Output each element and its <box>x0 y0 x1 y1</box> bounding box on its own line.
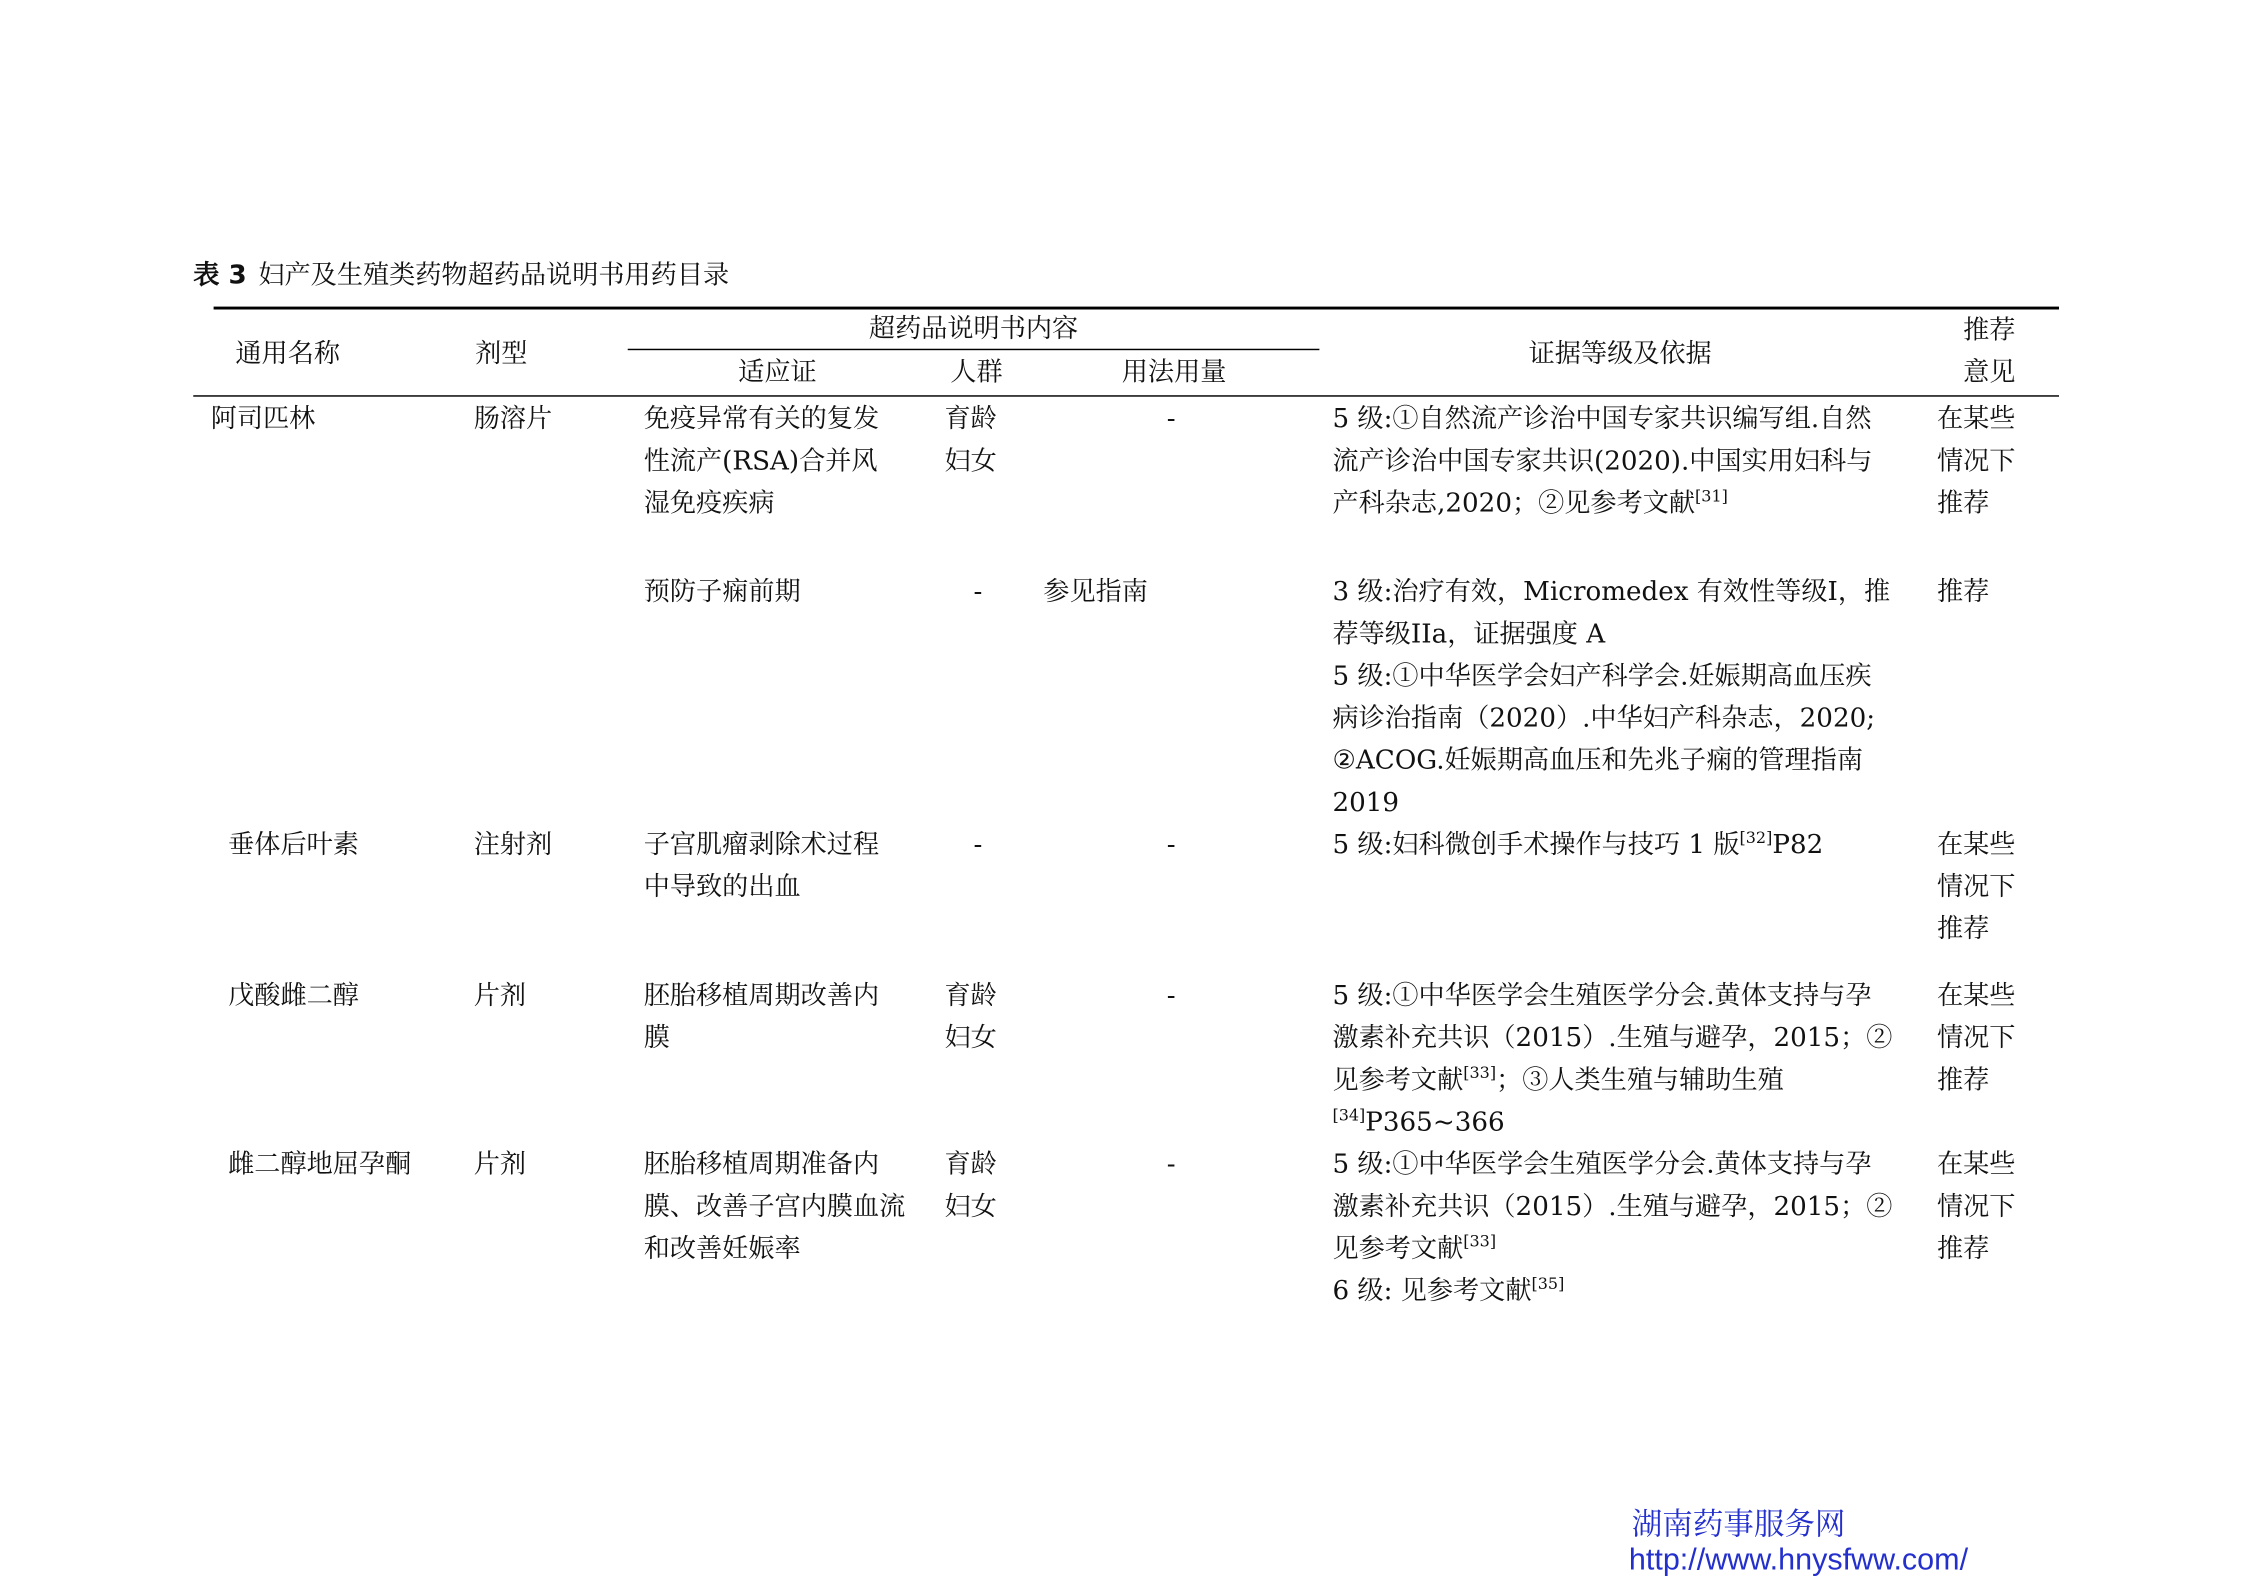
header-bottom-rule <box>193 395 2059 396</box>
table-caption-label: 表 3 <box>193 260 247 291</box>
population-line: 育龄 <box>944 403 997 435</box>
recommendation-line: 情况下 <box>1936 1191 2016 1223</box>
recommendation-line: 推荐 <box>1936 913 1990 945</box>
evidence-line <box>1332 1228 1496 1270</box>
evidence-line <box>1332 1270 1564 1312</box>
indication-line: 子宫肌瘤剥除术过程 <box>643 829 880 861</box>
population-line: - <box>973 829 983 861</box>
dosage-form: 片剂 <box>473 1149 527 1180</box>
dosage-form: 肠溶片 <box>473 403 553 435</box>
evidence-line: 流产诊治中国专家共识(2020).中国实用妇科与 <box>1332 446 1873 477</box>
evidence-line: 激素补充共识（2015）.生殖与避孕，2015；② <box>1332 1022 1893 1054</box>
indication-line: 胚胎移植周期准备内 <box>643 1149 880 1180</box>
table-caption-text: 妇产及生殖类药物超药品说明书用药目录 <box>258 260 730 291</box>
recommendation-line: 在某些 <box>1936 829 2016 861</box>
drug-name: 雌二醇地屈孕酮 <box>228 1149 412 1180</box>
recommendation-line: 情况下 <box>1936 1022 2016 1054</box>
population-line: 妇女 <box>944 1191 997 1223</box>
evidence-line: 5 级:①中华医学会生殖医学分会.黄体支持与孕 <box>1332 1149 1872 1180</box>
reference-superscript: [32] <box>1739 828 1773 848</box>
evidence-line: 2019 <box>1332 787 1400 819</box>
population-line: 育龄 <box>944 980 997 1012</box>
recommendation-line: 在某些 <box>1936 1149 2016 1180</box>
population-line: - <box>973 576 983 608</box>
evidence-line: 5 级:①中华医学会生殖医学分会.黄体支持与孕 <box>1332 980 1872 1012</box>
header-evidence: 证据等级及依据 <box>1528 338 1712 370</box>
recommendation-line: 推荐 <box>1936 576 1990 608</box>
evidence-text: P365~366 <box>1365 1107 1505 1138</box>
population-line: 妇女 <box>944 446 997 477</box>
header-generic-name: 通用名称 <box>235 338 341 370</box>
indication-line: 性流产(RSA)合并风 <box>643 446 878 477</box>
recommendation-line: 推荐 <box>1936 1065 1990 1096</box>
evidence-line: 荐等级IIa，证据强度 A <box>1332 619 1606 650</box>
evidence-text: 6 级: 见参考文献 <box>1332 1275 1532 1307</box>
evidence-line: 病诊治指南（2020）.中华妇产科杂志，2020; <box>1332 703 1876 734</box>
reference-superscript: [35] <box>1531 1274 1565 1294</box>
evidence-text: P82 <box>1772 829 1824 861</box>
usage-dosage: - <box>1166 403 1176 435</box>
header-indication: 适应证 <box>738 357 817 388</box>
evidence-text: 产科杂志,2020；②见参考文献 <box>1332 488 1696 519</box>
recommendation-line: 在某些 <box>1936 980 2016 1012</box>
evidence-line <box>1332 1101 1504 1143</box>
recommendation-line: 推荐 <box>1936 488 1990 519</box>
header-usage-dosage: 用法用量 <box>1121 357 1227 388</box>
drug-name: 阿司匹林 <box>210 403 316 435</box>
evidence-text: 5 级:妇科微创手术操作与技巧 1 版 <box>1332 829 1740 861</box>
indication-line: 胚胎移植周期改善内 <box>643 980 880 1012</box>
indication-line: 膜、改善子宫内膜血流 <box>643 1191 906 1223</box>
evidence-text: 见参考文献 <box>1332 1065 1464 1096</box>
evidence-text: ；③人类生殖与辅助生殖 <box>1496 1065 1784 1096</box>
watermark-url-link[interactable]: http://www.hnysfww.com/ <box>1628 1543 1969 1577</box>
reference-superscript: [33] <box>1463 1232 1497 1252</box>
indication-line: 和改善妊娠率 <box>643 1233 801 1265</box>
header-population: 人群 <box>950 357 1003 388</box>
evidence-line: ②ACOG.妊娠期高血压和先兆子痫的管理指南 <box>1332 745 1864 776</box>
reference-superscript: [34] <box>1332 1105 1366 1125</box>
table-caption <box>193 254 729 296</box>
indication-line: 中导致的出血 <box>643 871 801 903</box>
evidence-line: 5 级:①自然流产诊治中国专家共识编写组.自然 <box>1332 403 1872 435</box>
header-dosage-form: 剂型 <box>475 338 528 370</box>
dosage-form: 片剂 <box>473 980 527 1012</box>
indication-line: 免疫异常有关的复发 <box>643 403 880 435</box>
evidence-line <box>1332 824 1823 866</box>
recommendation-line: 情况下 <box>1936 871 2016 903</box>
evidence-line <box>1332 482 1727 524</box>
evidence-text: 见参考文献 <box>1332 1233 1464 1265</box>
drug-name: 垂体后叶素 <box>228 829 359 861</box>
reference-superscript: [31] <box>1695 486 1728 506</box>
indication-line: 预防子痫前期 <box>643 576 801 608</box>
evidence-line <box>1332 1059 1783 1101</box>
header-recommendation-line2: 意见 <box>1963 357 2016 388</box>
header-recommendation-line1: 推荐 <box>1963 315 2016 346</box>
watermark-site-name: 湖南药事服务网 <box>1631 1508 1846 1542</box>
header-label-group: 超药品说明书内容 <box>868 313 1079 345</box>
recommendation-line: 推荐 <box>1936 1233 1990 1265</box>
recommendation-line: 情况下 <box>1936 446 2016 477</box>
evidence-line: 3 级:治疗有效，Micromedex 有效性等级I，推 <box>1332 576 1891 608</box>
drug-name: 戊酸雌二醇 <box>228 980 359 1012</box>
evidence-line: 激素补充共识（2015）.生殖与避孕，2015；② <box>1332 1191 1893 1223</box>
recommendation-line: 在某些 <box>1936 403 2016 435</box>
usage-dosage: - <box>1166 829 1176 861</box>
evidence-line: 5 级:①中华医学会妇产科学会.妊娠期高血压疾 <box>1332 661 1872 692</box>
reference-superscript: [33] <box>1463 1063 1497 1083</box>
usage-dosage: - <box>1166 980 1176 1012</box>
population-line: 育龄 <box>944 1149 997 1180</box>
indication-line: 膜 <box>643 1022 670 1054</box>
usage-dosage: 参见指南 <box>1043 576 1148 608</box>
indication-line: 湿免疫疾病 <box>643 488 775 519</box>
usage-dosage: - <box>1166 1149 1176 1180</box>
population-line: 妇女 <box>944 1022 997 1054</box>
dosage-form: 注射剂 <box>473 829 553 861</box>
